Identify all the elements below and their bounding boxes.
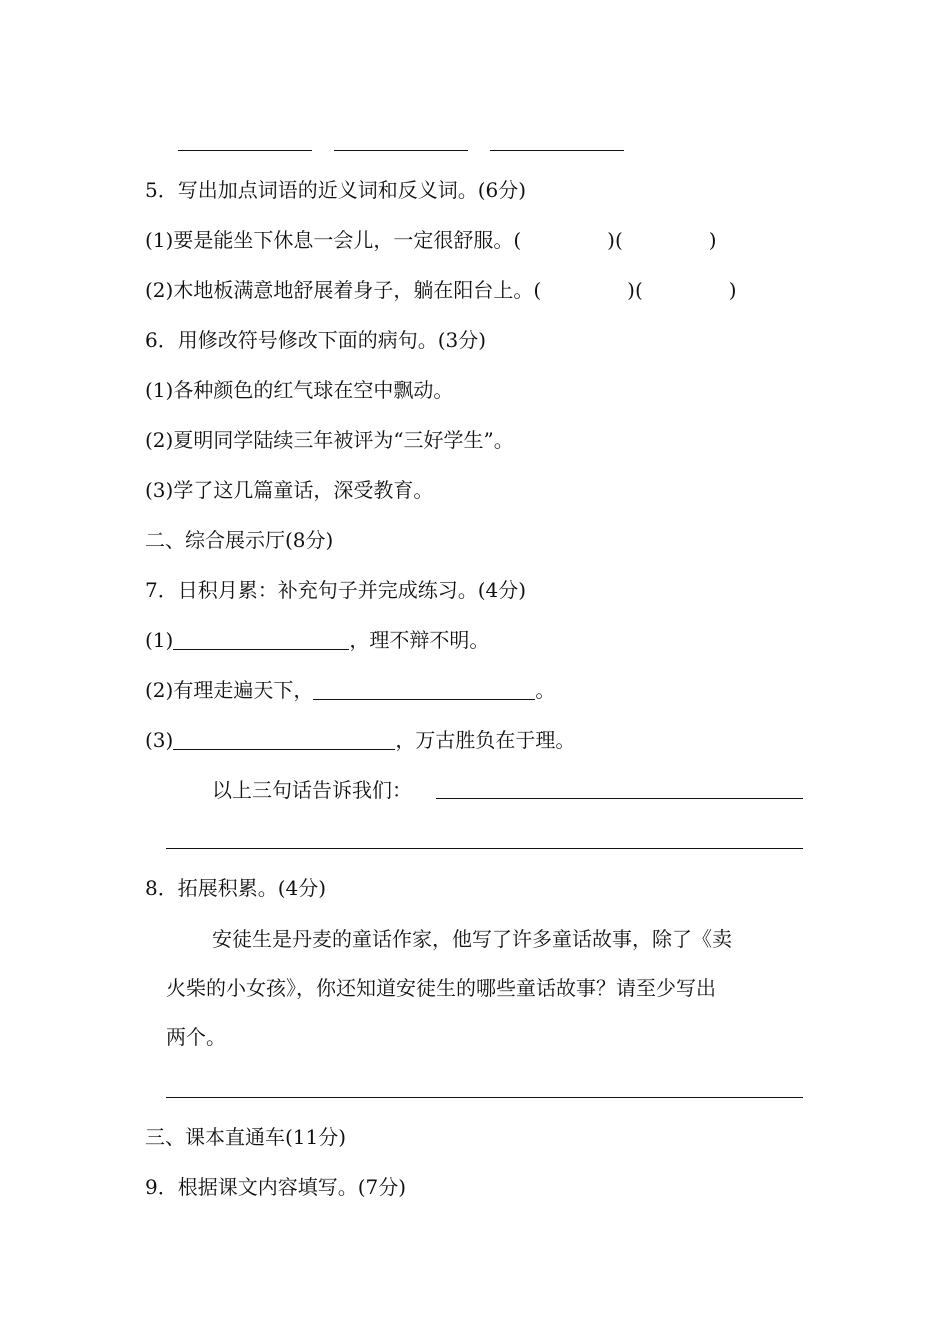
q5-item-2-close: )	[728, 278, 737, 302]
answer-blank-top-1[interactable]	[178, 150, 312, 151]
section-3-title: 三、课本直通车(11分)	[145, 1125, 347, 1149]
q9-title: 9．根据课文内容填写。(7分)	[145, 1175, 407, 1199]
q7-summary-blank-2[interactable]	[166, 848, 803, 849]
q7-item-3-prefix: (3)	[145, 728, 174, 752]
q8-paragraph-line-2: 火柴的小女孩》，你还知道安徒生的哪些童话故事？请至少写出	[166, 976, 716, 1000]
q8-paragraph-line-1: 安徒生是丹麦的童话作家，他写了许多童话故事，除了《卖	[212, 927, 732, 951]
q7-item-1-blank[interactable]	[173, 629, 349, 650]
q7-item-3	[145, 726, 575, 754]
q5-item-2-text: (2)木地板满意地舒展着身子，躺在阳台上。(	[145, 278, 542, 302]
q8-answer-blank[interactable]	[166, 1097, 803, 1098]
q7-summary-prompt: 以上三句话告诉我们：	[212, 778, 412, 802]
q5-item-1-mid: )(	[607, 228, 623, 252]
q5-item-1-text: (1)要是能坐下休息一会儿，一定很舒服。(	[145, 228, 522, 252]
q8-title: 8．拓展积累。(4分)	[145, 876, 327, 900]
answer-blank-top-3[interactable]	[490, 150, 624, 151]
q6-title: 6．用修改符号修改下面的病句。(3分)	[145, 328, 487, 352]
q7-item-1	[145, 626, 489, 654]
q8-paragraph-line-3: 两个。	[166, 1025, 226, 1049]
q7-item-2-blank[interactable]	[313, 679, 535, 700]
q7-item-3-suffix: ，万古胜负在于理。	[395, 728, 576, 752]
q7-item-2-suffix: 。	[535, 678, 556, 702]
q5-item-1	[145, 226, 717, 254]
q7-item-3-blank[interactable]	[173, 729, 395, 750]
q5-title: 5．写出加点词语的近义词和反义词。(6分)	[145, 178, 527, 202]
q7-item-1-suffix: ，理不辩不明。	[349, 628, 490, 652]
answer-blank-top-2[interactable]	[334, 150, 468, 151]
q6-item-3: (3)学了这几篇童话，深受教育。	[145, 478, 434, 502]
q6-item-1: (1)各种颜色的红气球在空中飘动。	[145, 378, 454, 402]
q7-item-2	[145, 676, 555, 704]
q7-title: 7．日积月累：补充句子并完成练习。(4分)	[145, 578, 527, 602]
section-2-title: 二、综合展示厅(8分)	[145, 528, 334, 552]
q6-item-2: (2)夏明同学陆续三年被评为“三好学生”。	[145, 428, 514, 452]
q5-item-1-close: )	[708, 228, 717, 252]
q7-item-2-prefix: (2)有理走遍天下，	[145, 678, 314, 702]
q7-summary-blank-1[interactable]	[436, 798, 803, 799]
q7-item-1-prefix: (1)	[145, 628, 174, 652]
q5-item-2	[145, 276, 737, 304]
q5-item-2-mid: )(	[627, 278, 643, 302]
